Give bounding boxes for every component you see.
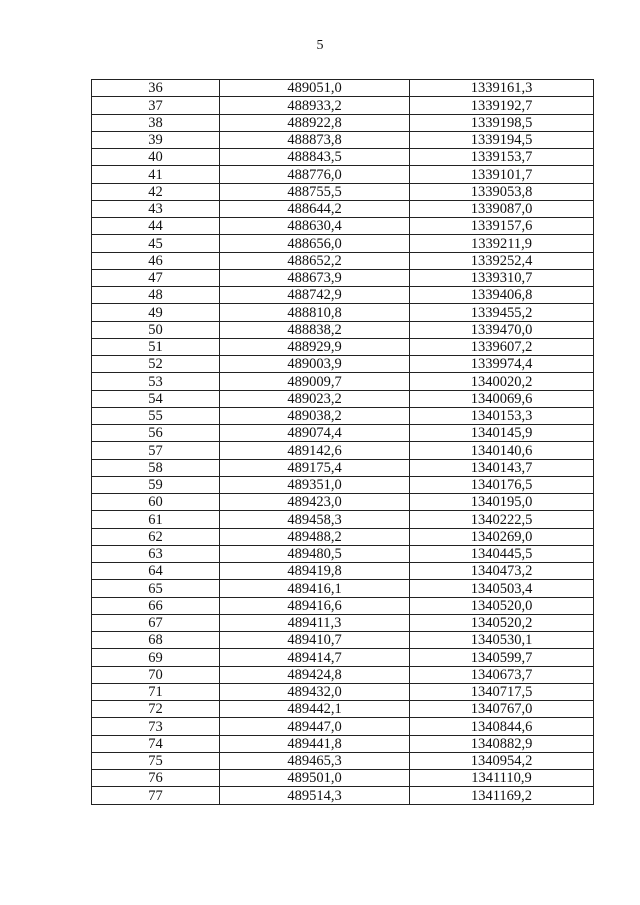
y-coordinate-cell: 1339470,0 bbox=[410, 321, 594, 338]
point-number-cell: 75 bbox=[92, 752, 220, 769]
x-coordinate-cell: 488933,2 bbox=[220, 97, 410, 114]
point-number-cell: 62 bbox=[92, 528, 220, 545]
y-coordinate-cell: 1340882,9 bbox=[410, 735, 594, 752]
table-row bbox=[92, 649, 594, 666]
x-coordinate-cell: 488673,9 bbox=[220, 269, 410, 286]
table-row bbox=[92, 252, 594, 269]
point-number-cell: 60 bbox=[92, 494, 220, 511]
x-coordinate-cell: 489351,0 bbox=[220, 476, 410, 493]
point-number-cell: 68 bbox=[92, 632, 220, 649]
x-coordinate-cell: 489501,0 bbox=[220, 770, 410, 787]
point-number-cell: 73 bbox=[92, 718, 220, 735]
y-coordinate-cell: 1341169,2 bbox=[410, 787, 594, 804]
y-coordinate-cell: 1340020,2 bbox=[410, 373, 594, 390]
x-coordinate-cell: 489480,5 bbox=[220, 545, 410, 562]
point-number-cell: 55 bbox=[92, 407, 220, 424]
x-coordinate-cell: 488742,9 bbox=[220, 287, 410, 304]
y-coordinate-cell: 1340222,5 bbox=[410, 511, 594, 528]
page-number: 5 bbox=[316, 38, 324, 53]
y-coordinate-cell: 1339153,7 bbox=[410, 149, 594, 166]
x-coordinate-cell: 488922,8 bbox=[220, 114, 410, 131]
y-coordinate-cell: 1340503,4 bbox=[410, 580, 594, 597]
x-coordinate-cell: 488873,8 bbox=[220, 131, 410, 148]
point-number-cell: 69 bbox=[92, 649, 220, 666]
point-number-cell: 74 bbox=[92, 735, 220, 752]
table-row bbox=[92, 373, 594, 390]
y-coordinate-cell: 1340143,7 bbox=[410, 459, 594, 476]
point-number-cell: 42 bbox=[92, 183, 220, 200]
y-coordinate-cell: 1340520,2 bbox=[410, 614, 594, 631]
y-coordinate-cell: 1340717,5 bbox=[410, 683, 594, 700]
x-coordinate-cell: 488630,4 bbox=[220, 218, 410, 235]
point-number-cell: 36 bbox=[92, 80, 220, 97]
y-coordinate-cell: 1340445,5 bbox=[410, 545, 594, 562]
table-row bbox=[92, 545, 594, 562]
table-row bbox=[92, 407, 594, 424]
y-coordinate-cell: 1339161,3 bbox=[410, 80, 594, 97]
table-row bbox=[92, 459, 594, 476]
x-coordinate-cell: 489074,4 bbox=[220, 425, 410, 442]
table-row bbox=[92, 632, 594, 649]
point-number-cell: 54 bbox=[92, 390, 220, 407]
x-coordinate-cell: 488810,8 bbox=[220, 304, 410, 321]
x-coordinate-cell: 489414,7 bbox=[220, 649, 410, 666]
x-coordinate-cell: 489051,0 bbox=[220, 80, 410, 97]
table-row bbox=[92, 597, 594, 614]
table-row bbox=[92, 718, 594, 735]
table-row bbox=[92, 442, 594, 459]
x-coordinate-cell: 489023,2 bbox=[220, 390, 410, 407]
point-number-cell: 57 bbox=[92, 442, 220, 459]
point-number-cell: 58 bbox=[92, 459, 220, 476]
point-number-cell: 59 bbox=[92, 476, 220, 493]
x-coordinate-cell: 489410,7 bbox=[220, 632, 410, 649]
table-row bbox=[92, 735, 594, 752]
table-row bbox=[92, 770, 594, 787]
x-coordinate-cell: 489419,8 bbox=[220, 563, 410, 580]
y-coordinate-cell: 1340954,2 bbox=[410, 752, 594, 769]
x-coordinate-cell: 488656,0 bbox=[220, 235, 410, 252]
x-coordinate-cell: 489424,8 bbox=[220, 666, 410, 683]
table-row bbox=[92, 131, 594, 148]
y-coordinate-cell: 1340145,9 bbox=[410, 425, 594, 442]
point-number-cell: 40 bbox=[92, 149, 220, 166]
y-coordinate-cell: 1340176,5 bbox=[410, 476, 594, 493]
table-row bbox=[92, 356, 594, 373]
point-number-cell: 48 bbox=[92, 287, 220, 304]
y-coordinate-cell: 1341110,9 bbox=[410, 770, 594, 787]
point-number-cell: 45 bbox=[92, 235, 220, 252]
table-row bbox=[92, 614, 594, 631]
table-row bbox=[92, 666, 594, 683]
table-row bbox=[92, 528, 594, 545]
x-coordinate-cell: 489416,6 bbox=[220, 597, 410, 614]
x-coordinate-cell: 488838,2 bbox=[220, 321, 410, 338]
y-coordinate-cell: 1339157,6 bbox=[410, 218, 594, 235]
point-number-cell: 67 bbox=[92, 614, 220, 631]
table-row bbox=[92, 494, 594, 511]
y-coordinate-cell: 1340530,1 bbox=[410, 632, 594, 649]
point-number-cell: 66 bbox=[92, 597, 220, 614]
table-row bbox=[92, 701, 594, 718]
table-row bbox=[92, 425, 594, 442]
point-number-cell: 52 bbox=[92, 356, 220, 373]
table-row bbox=[92, 149, 594, 166]
y-coordinate-cell: 1339310,7 bbox=[410, 269, 594, 286]
table-row bbox=[92, 580, 594, 597]
point-number-cell: 61 bbox=[92, 511, 220, 528]
point-number-cell: 37 bbox=[92, 97, 220, 114]
coordinates-table bbox=[91, 79, 594, 805]
y-coordinate-cell: 1339053,8 bbox=[410, 183, 594, 200]
y-coordinate-cell: 1339252,4 bbox=[410, 252, 594, 269]
point-number-cell: 63 bbox=[92, 545, 220, 562]
table-row bbox=[92, 390, 594, 407]
x-coordinate-cell: 489411,3 bbox=[220, 614, 410, 631]
table-row bbox=[92, 97, 594, 114]
y-coordinate-cell: 1340195,0 bbox=[410, 494, 594, 511]
point-number-cell: 38 bbox=[92, 114, 220, 131]
x-coordinate-cell: 489441,8 bbox=[220, 735, 410, 752]
point-number-cell: 70 bbox=[92, 666, 220, 683]
point-number-cell: 44 bbox=[92, 218, 220, 235]
x-coordinate-cell: 488644,2 bbox=[220, 200, 410, 217]
x-coordinate-cell: 488843,5 bbox=[220, 149, 410, 166]
table-row bbox=[92, 183, 594, 200]
table-row bbox=[92, 166, 594, 183]
y-coordinate-cell: 1339194,5 bbox=[410, 131, 594, 148]
y-coordinate-cell: 1339455,2 bbox=[410, 304, 594, 321]
x-coordinate-cell: 489488,2 bbox=[220, 528, 410, 545]
y-coordinate-cell: 1340269,0 bbox=[410, 528, 594, 545]
x-coordinate-cell: 489458,3 bbox=[220, 511, 410, 528]
table-row bbox=[92, 338, 594, 355]
point-number-cell: 71 bbox=[92, 683, 220, 700]
y-coordinate-cell: 1340153,3 bbox=[410, 407, 594, 424]
table-row bbox=[92, 563, 594, 580]
point-number-cell: 47 bbox=[92, 269, 220, 286]
y-coordinate-cell: 1340069,6 bbox=[410, 390, 594, 407]
x-coordinate-cell: 489442,1 bbox=[220, 701, 410, 718]
point-number-cell: 51 bbox=[92, 338, 220, 355]
point-number-cell: 49 bbox=[92, 304, 220, 321]
y-coordinate-cell: 1339198,5 bbox=[410, 114, 594, 131]
point-number-cell: 53 bbox=[92, 373, 220, 390]
y-coordinate-cell: 1339406,8 bbox=[410, 287, 594, 304]
x-coordinate-cell: 489423,0 bbox=[220, 494, 410, 511]
x-coordinate-cell: 488755,5 bbox=[220, 183, 410, 200]
x-coordinate-cell: 488652,2 bbox=[220, 252, 410, 269]
y-coordinate-cell: 1340599,7 bbox=[410, 649, 594, 666]
y-coordinate-cell: 1340673,7 bbox=[410, 666, 594, 683]
point-number-cell: 77 bbox=[92, 787, 220, 804]
table-row bbox=[92, 752, 594, 769]
table-row bbox=[92, 304, 594, 321]
table-row bbox=[92, 218, 594, 235]
coordinates-table-body bbox=[92, 80, 594, 805]
table-row bbox=[92, 269, 594, 286]
x-coordinate-cell: 489175,4 bbox=[220, 459, 410, 476]
point-number-cell: 76 bbox=[92, 770, 220, 787]
y-coordinate-cell: 1339211,9 bbox=[410, 235, 594, 252]
table-row bbox=[92, 114, 594, 131]
x-coordinate-cell: 489514,3 bbox=[220, 787, 410, 804]
x-coordinate-cell: 489142,6 bbox=[220, 442, 410, 459]
y-coordinate-cell: 1340140,6 bbox=[410, 442, 594, 459]
table-row bbox=[92, 683, 594, 700]
y-coordinate-cell: 1340473,2 bbox=[410, 563, 594, 580]
table-row bbox=[92, 287, 594, 304]
x-coordinate-cell: 488776,0 bbox=[220, 166, 410, 183]
point-number-cell: 65 bbox=[92, 580, 220, 597]
y-coordinate-cell: 1339974,4 bbox=[410, 356, 594, 373]
y-coordinate-cell: 1339607,2 bbox=[410, 338, 594, 355]
x-coordinate-cell: 489465,3 bbox=[220, 752, 410, 769]
table-row bbox=[92, 235, 594, 252]
y-coordinate-cell: 1340520,0 bbox=[410, 597, 594, 614]
x-coordinate-cell: 489038,2 bbox=[220, 407, 410, 424]
x-coordinate-cell: 489447,0 bbox=[220, 718, 410, 735]
point-number-cell: 39 bbox=[92, 131, 220, 148]
point-number-cell: 72 bbox=[92, 701, 220, 718]
y-coordinate-cell: 1339101,7 bbox=[410, 166, 594, 183]
y-coordinate-cell: 1339087,0 bbox=[410, 200, 594, 217]
y-coordinate-cell: 1339192,7 bbox=[410, 97, 594, 114]
x-coordinate-cell: 489003,9 bbox=[220, 356, 410, 373]
table-row bbox=[92, 511, 594, 528]
point-number-cell: 43 bbox=[92, 200, 220, 217]
table-row bbox=[92, 787, 594, 804]
x-coordinate-cell: 489432,0 bbox=[220, 683, 410, 700]
point-number-cell: 41 bbox=[92, 166, 220, 183]
point-number-cell: 56 bbox=[92, 425, 220, 442]
point-number-cell: 50 bbox=[92, 321, 220, 338]
point-number-cell: 64 bbox=[92, 563, 220, 580]
table-row bbox=[92, 321, 594, 338]
table-row bbox=[92, 200, 594, 217]
table-row bbox=[92, 80, 594, 97]
x-coordinate-cell: 489416,1 bbox=[220, 580, 410, 597]
x-coordinate-cell: 488929,9 bbox=[220, 338, 410, 355]
point-number-cell: 46 bbox=[92, 252, 220, 269]
table-row bbox=[92, 476, 594, 493]
y-coordinate-cell: 1340844,6 bbox=[410, 718, 594, 735]
y-coordinate-cell: 1340767,0 bbox=[410, 701, 594, 718]
x-coordinate-cell: 489009,7 bbox=[220, 373, 410, 390]
